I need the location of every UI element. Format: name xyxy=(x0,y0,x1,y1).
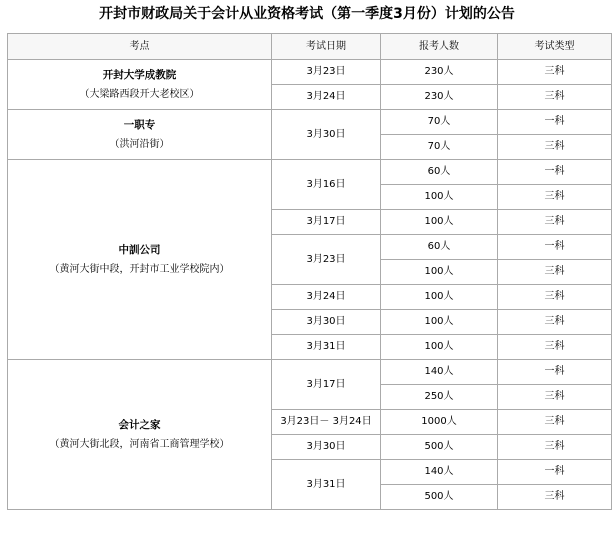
venue-address: （大梁路西段开大老校区） xyxy=(79,88,200,100)
applicant-count-cell: 100人 xyxy=(381,310,498,335)
header-type: 考试类型 xyxy=(498,34,612,60)
exam-type-cell: 三科 xyxy=(498,135,612,160)
exam-schedule-table xyxy=(7,33,612,510)
venue-name: 中訓公司 xyxy=(118,243,161,256)
venue-address: （黄河大街中段，开封市工业学校院内） xyxy=(49,263,230,275)
exam-type-cell: 三科 xyxy=(498,385,612,410)
table-row xyxy=(8,360,612,385)
venue-cell xyxy=(8,110,272,160)
exam-date-cell: 3月17日 xyxy=(272,360,381,410)
applicant-count-cell: 70人 xyxy=(381,135,498,160)
applicant-count-cell: 230人 xyxy=(381,85,498,110)
exam-date-cell: 3月30日 xyxy=(272,435,381,460)
applicant-count-cell: 60人 xyxy=(381,160,498,185)
applicant-count-cell: 100人 xyxy=(381,260,498,285)
venue-address: （黄河大街北段，河南省工商管理学校） xyxy=(49,438,230,450)
exam-type-cell: 三科 xyxy=(498,435,612,460)
venue-cell xyxy=(8,160,272,360)
applicant-count-cell: 500人 xyxy=(381,485,498,510)
exam-type-cell: 三科 xyxy=(498,310,612,335)
exam-type-cell: 三科 xyxy=(498,185,612,210)
exam-type-cell: 三科 xyxy=(498,85,612,110)
exam-date-cell: 3月24日 xyxy=(272,285,381,310)
applicant-count-cell: 1000人 xyxy=(381,410,498,435)
exam-date-cell: 3月16日 xyxy=(272,160,381,210)
venue-name: 会计之家 xyxy=(118,418,161,431)
applicant-count-cell: 100人 xyxy=(381,335,498,360)
applicant-count-cell: 100人 xyxy=(381,285,498,310)
exam-date-cell: 3月31日 xyxy=(272,460,381,510)
exam-type-cell: 三科 xyxy=(498,60,612,85)
exam-type-cell: 三科 xyxy=(498,335,612,360)
schedule-body xyxy=(8,60,612,510)
exam-date-cell: 3月30日 xyxy=(272,110,381,160)
applicant-count-cell: 140人 xyxy=(381,460,498,485)
exam-date-cell: 3月17日 xyxy=(272,210,381,235)
header-date: 考试日期 xyxy=(272,34,381,60)
exam-type-cell: 一科 xyxy=(498,160,612,185)
header-count: 报考人数 xyxy=(381,34,498,60)
header-venue: 考点 xyxy=(8,34,272,60)
exam-date-cell: 3月24日 xyxy=(272,85,381,110)
applicant-count-cell: 70人 xyxy=(381,110,498,135)
exam-date-cell: 3月30日 xyxy=(272,310,381,335)
applicant-count-cell: 60人 xyxy=(381,235,498,260)
venue-name: 开封大学成教院 xyxy=(102,68,177,81)
exam-type-cell: 一科 xyxy=(498,460,612,485)
applicant-count-cell: 100人 xyxy=(381,185,498,210)
exam-date-cell: 3月23日 xyxy=(272,235,381,285)
exam-type-cell: 一科 xyxy=(498,235,612,260)
applicant-count-cell: 140人 xyxy=(381,360,498,385)
venue-cell xyxy=(8,360,272,510)
exam-type-cell: 三科 xyxy=(498,285,612,310)
table-header-row xyxy=(8,34,612,60)
applicant-count-cell: 100人 xyxy=(381,210,498,235)
exam-type-cell: 三科 xyxy=(498,410,612,435)
exam-type-cell: 一科 xyxy=(498,360,612,385)
exam-type-cell: 三科 xyxy=(498,210,612,235)
exam-type-cell: 三科 xyxy=(498,485,612,510)
table-row xyxy=(8,160,612,185)
page-title: 开封市财政局关于会计从业资格考试（第一季度3月份）计划的公告 xyxy=(99,6,515,22)
venue-cell xyxy=(8,60,272,110)
table-row xyxy=(8,110,612,135)
venue-name: 一职专 xyxy=(123,118,156,131)
applicant-count-cell: 500人 xyxy=(381,435,498,460)
venue-address: （洪河沿街） xyxy=(109,138,170,150)
exam-type-cell: 三科 xyxy=(498,260,612,285)
applicant-count-cell: 230人 xyxy=(381,60,498,85)
applicant-count-cell: 250人 xyxy=(381,385,498,410)
exam-date-cell: 3月23日 xyxy=(272,60,381,85)
exam-date-cell: 3月23日－ 3月24日 xyxy=(272,410,381,435)
exam-date-cell: 3月31日 xyxy=(272,335,381,360)
table-row xyxy=(8,60,612,85)
exam-type-cell: 一科 xyxy=(498,110,612,135)
